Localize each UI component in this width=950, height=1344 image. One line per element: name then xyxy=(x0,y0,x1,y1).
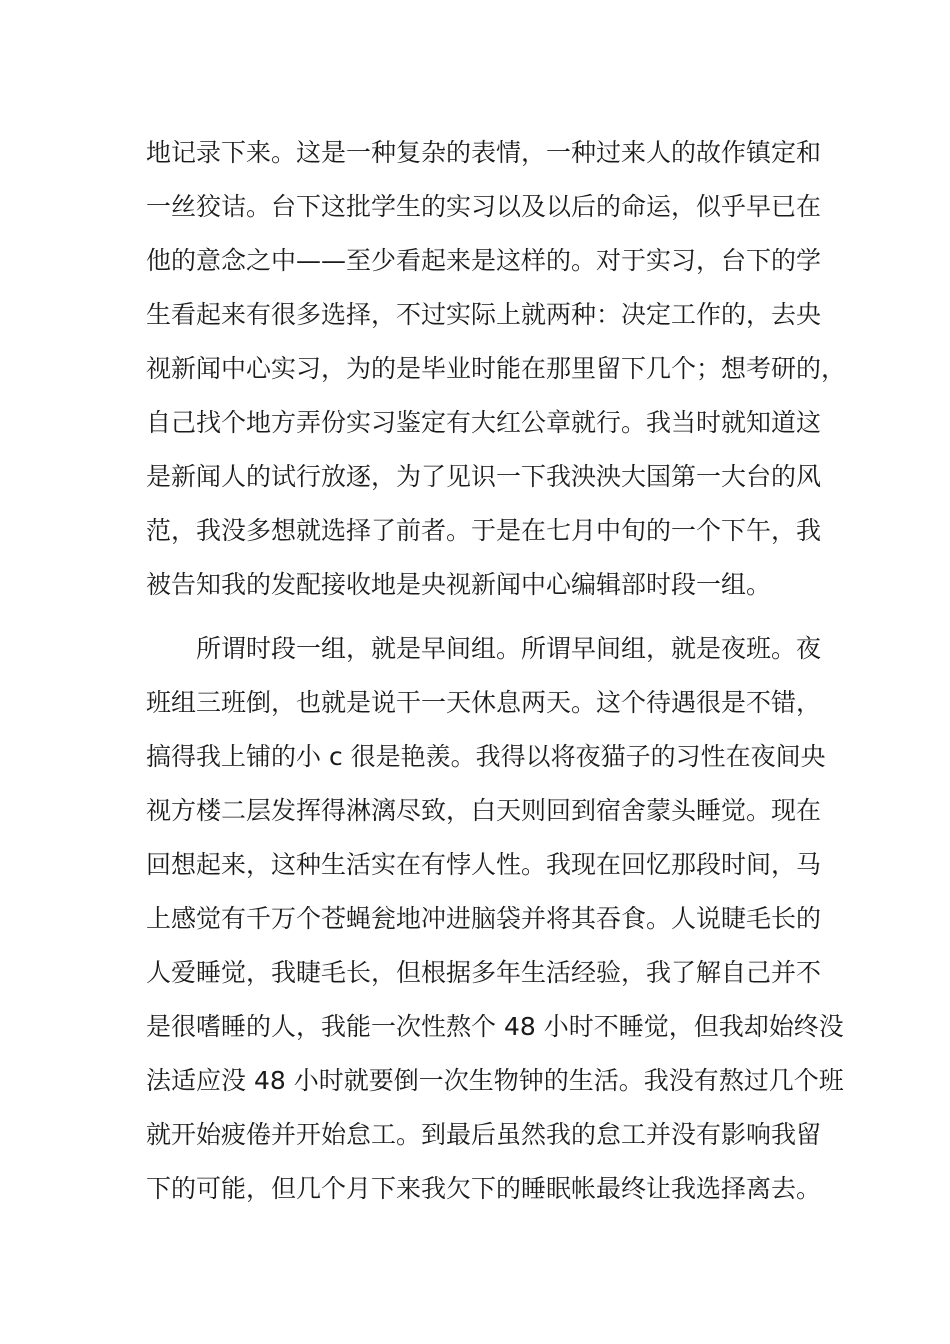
text-line: 就开始疲倦并开始怠工。到最后虽然我的怠工并没有影响我留 xyxy=(146,1120,822,1149)
text-line: 被告知我的发配接收地是央视新闻中心编辑部时段一组。 xyxy=(146,570,772,599)
text-line: 视方楼二层发挥得淋漓尽致，白天则回到宿舍蒙头睡觉。现在 xyxy=(146,796,822,825)
text-line: 范，我没多想就选择了前者。于是在七月中旬的一个下午，我 xyxy=(146,516,822,545)
text-line-indented: 所谓时段一组，就是早间组。所谓早间组，就是夜班。夜 xyxy=(196,634,822,663)
text-line: 人爱睡觉，我睫毛长，但根据多年生活经验，我了解自己并不 xyxy=(146,958,822,987)
paragraph-2 xyxy=(146,622,844,1216)
text-line: 上感觉有千万个苍蝇瓮地冲进脑袋并将其吞食。人说睫毛长的 xyxy=(146,904,822,933)
paragraph-1 xyxy=(146,126,847,612)
text-line: 是很嗜睡的人，我能一次性熬个 48 小时不睡觉，但我却始终没 xyxy=(146,1012,844,1041)
text-line: 回想起来，这种生活实在有悖人性。我现在回忆那段时间，马 xyxy=(146,850,822,879)
text-line: 自己找个地方弄份实习鉴定有大红公章就行。我当时就知道这 xyxy=(146,408,822,437)
text-line: 法适应没 48 小时就要倒一次生物钟的生活。我没有熬过几个班 xyxy=(146,1066,844,1095)
text-line: 他的意念之中——至少看起来是这样的。对于实习，台下的学 xyxy=(146,246,822,275)
text-line: 地记录下来。这是一种复杂的表情，一种过来人的故作镇定和 xyxy=(146,138,822,167)
text-line: 下的可能，但几个月下来我欠下的睡眠帐最终让我选择离去。 xyxy=(146,1174,822,1203)
text-line: 一丝狡诘。台下这批学生的实习以及以后的命运，似乎早已在 xyxy=(146,192,822,221)
text-line: 班组三班倒，也就是说干一天休息两天。这个待遇很是不错， xyxy=(146,688,822,717)
text-line: 是新闻人的试行放逐，为了见识一下我泱泱大国第一大台的风 xyxy=(146,462,822,491)
text-line: 生看起来有很多选择，不过实际上就两种：决定工作的，去央 xyxy=(146,300,822,329)
text-line: 视新闻中心实习，为的是毕业时能在那里留下几个；想考研的， xyxy=(146,354,847,383)
text-line: 搞得我上铺的小 c 很是艳羡。我得以将夜猫子的习性在夜间央 xyxy=(146,742,826,771)
